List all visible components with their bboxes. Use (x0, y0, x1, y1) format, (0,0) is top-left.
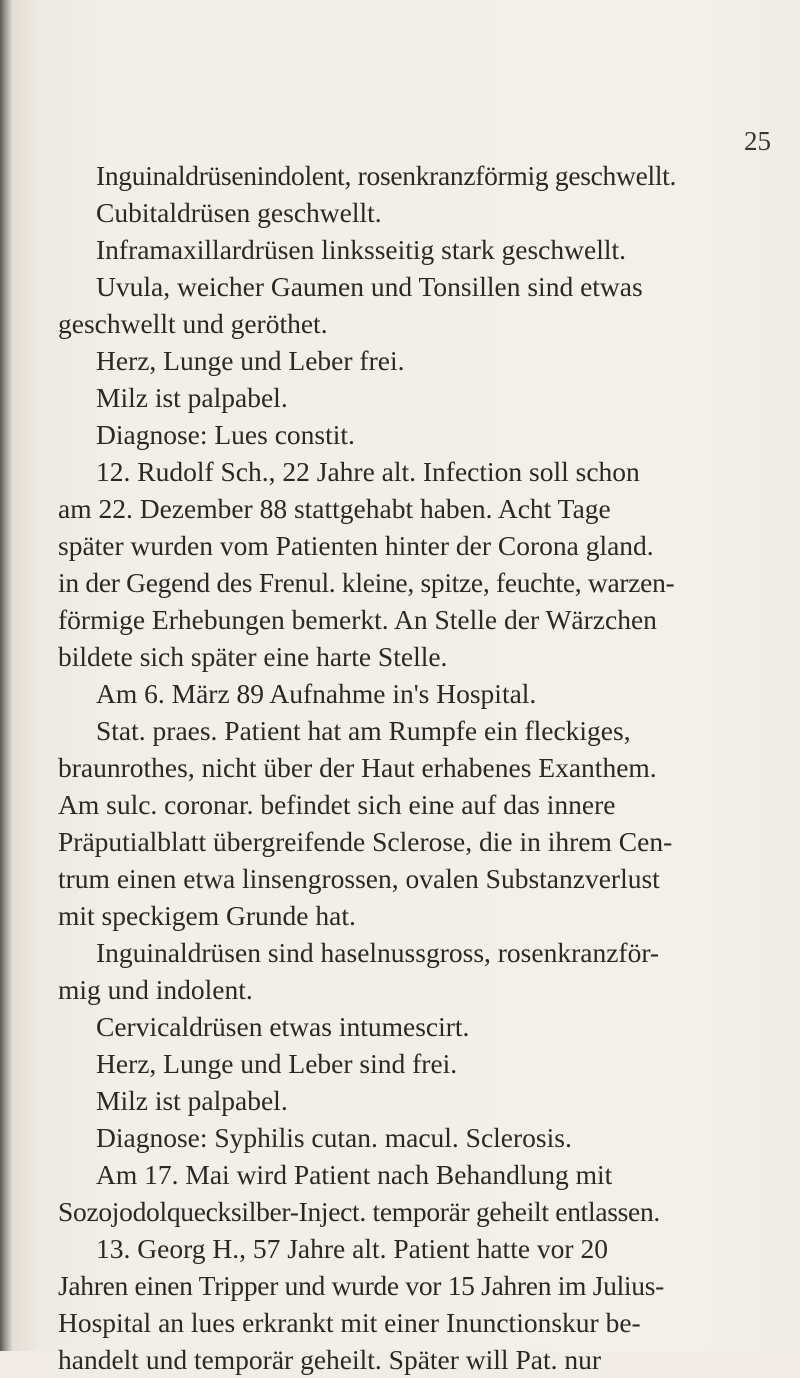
text-line: braunrothes, nicht über der Haut erhabenes Exanthem. (58, 752, 657, 783)
text-line: Milz ist palpabel. (96, 382, 288, 413)
text-line: Am sulc. coronar. befindet sich eine auf das innere (58, 789, 616, 820)
page-number: 25 (744, 126, 771, 156)
text-line: Milz ist palpabel. (96, 1085, 288, 1116)
text-line: Hospital an lues erkrankt mit einer Inunctionskur be- (58, 1307, 641, 1338)
text-line: Diagnose: Syphilis cutan. macul. Sclerosis. (96, 1122, 572, 1153)
text-line: Jahren einen Tripper und wurde vor 15 Jahren im Julius- (58, 1270, 664, 1301)
text-line: Sozojodolquecksilber-Inject. temporär geheilt entlassen. (58, 1196, 660, 1227)
text-line: Uvula, weicher Gaumen und Tonsillen sind etwas (96, 271, 643, 302)
text-line: 13. Georg H., 57 Jahre alt. Patient hatte vor 20 (96, 1233, 608, 1264)
text-line: Cubitaldrüsen geschwellt. (96, 197, 382, 228)
text-line: geschwellt und geröthet. (58, 308, 328, 339)
text-line: handelt und temporär geheilt. Später will Pat. nur (58, 1344, 601, 1375)
text-line: Am 17. Mai wird Patient nach Behandlung mit (96, 1159, 613, 1190)
text-line: Inguinaldrüsen sind haselnussgross, rosenkranzför- (96, 937, 660, 968)
text-line: 12. Rudolf Sch., 22 Jahre alt. Infection soll schon (96, 456, 640, 487)
text-line: Am 6. März 89 Aufnahme in's Hospital. (96, 678, 537, 709)
page-binding-edge (0, 0, 12, 1351)
text-line: Herz, Lunge und Leber sind frei. (96, 1048, 458, 1079)
text-line: Diagnose: Lues constit. (96, 419, 355, 450)
text-line: Stat. praes. Patient hat am Rumpfe ein fleckiges, (96, 715, 631, 746)
text-line: Präputialblatt übergreifende Sclerose, die in ihrem Cen- (58, 826, 673, 857)
text-line: mig und indolent. (58, 974, 253, 1005)
text-line: Inframaxillardrüsen linksseitig stark geschwellt. (96, 234, 626, 265)
text-line: später wurden vom Patienten hinter der Corona gland. (58, 530, 654, 561)
text-line: trum einen etwa linsengrossen, ovalen Substanzverlust (58, 863, 660, 894)
text-line: mit speckigem Grunde hat. (58, 900, 356, 931)
text-line: Inguinaldrüsenindolent, rosenkranzförmig geschwellt. (96, 160, 677, 191)
text-line: förmige Erhebungen bemerkt. An Stelle der Wärzchen (58, 604, 657, 635)
text-line: in der Gegend des Frenul. kleine, spitze, feuchte, warzen- (58, 567, 675, 598)
text-line: Cervicaldrüsen etwas intumescirt. (96, 1011, 470, 1042)
text-line: bildete sich später eine harte Stelle. (58, 641, 448, 672)
text-line: am 22. Dezember 88 stattgehabt haben. Acht Tage (58, 493, 611, 524)
text-line: Herz, Lunge und Leber frei. (96, 345, 405, 376)
